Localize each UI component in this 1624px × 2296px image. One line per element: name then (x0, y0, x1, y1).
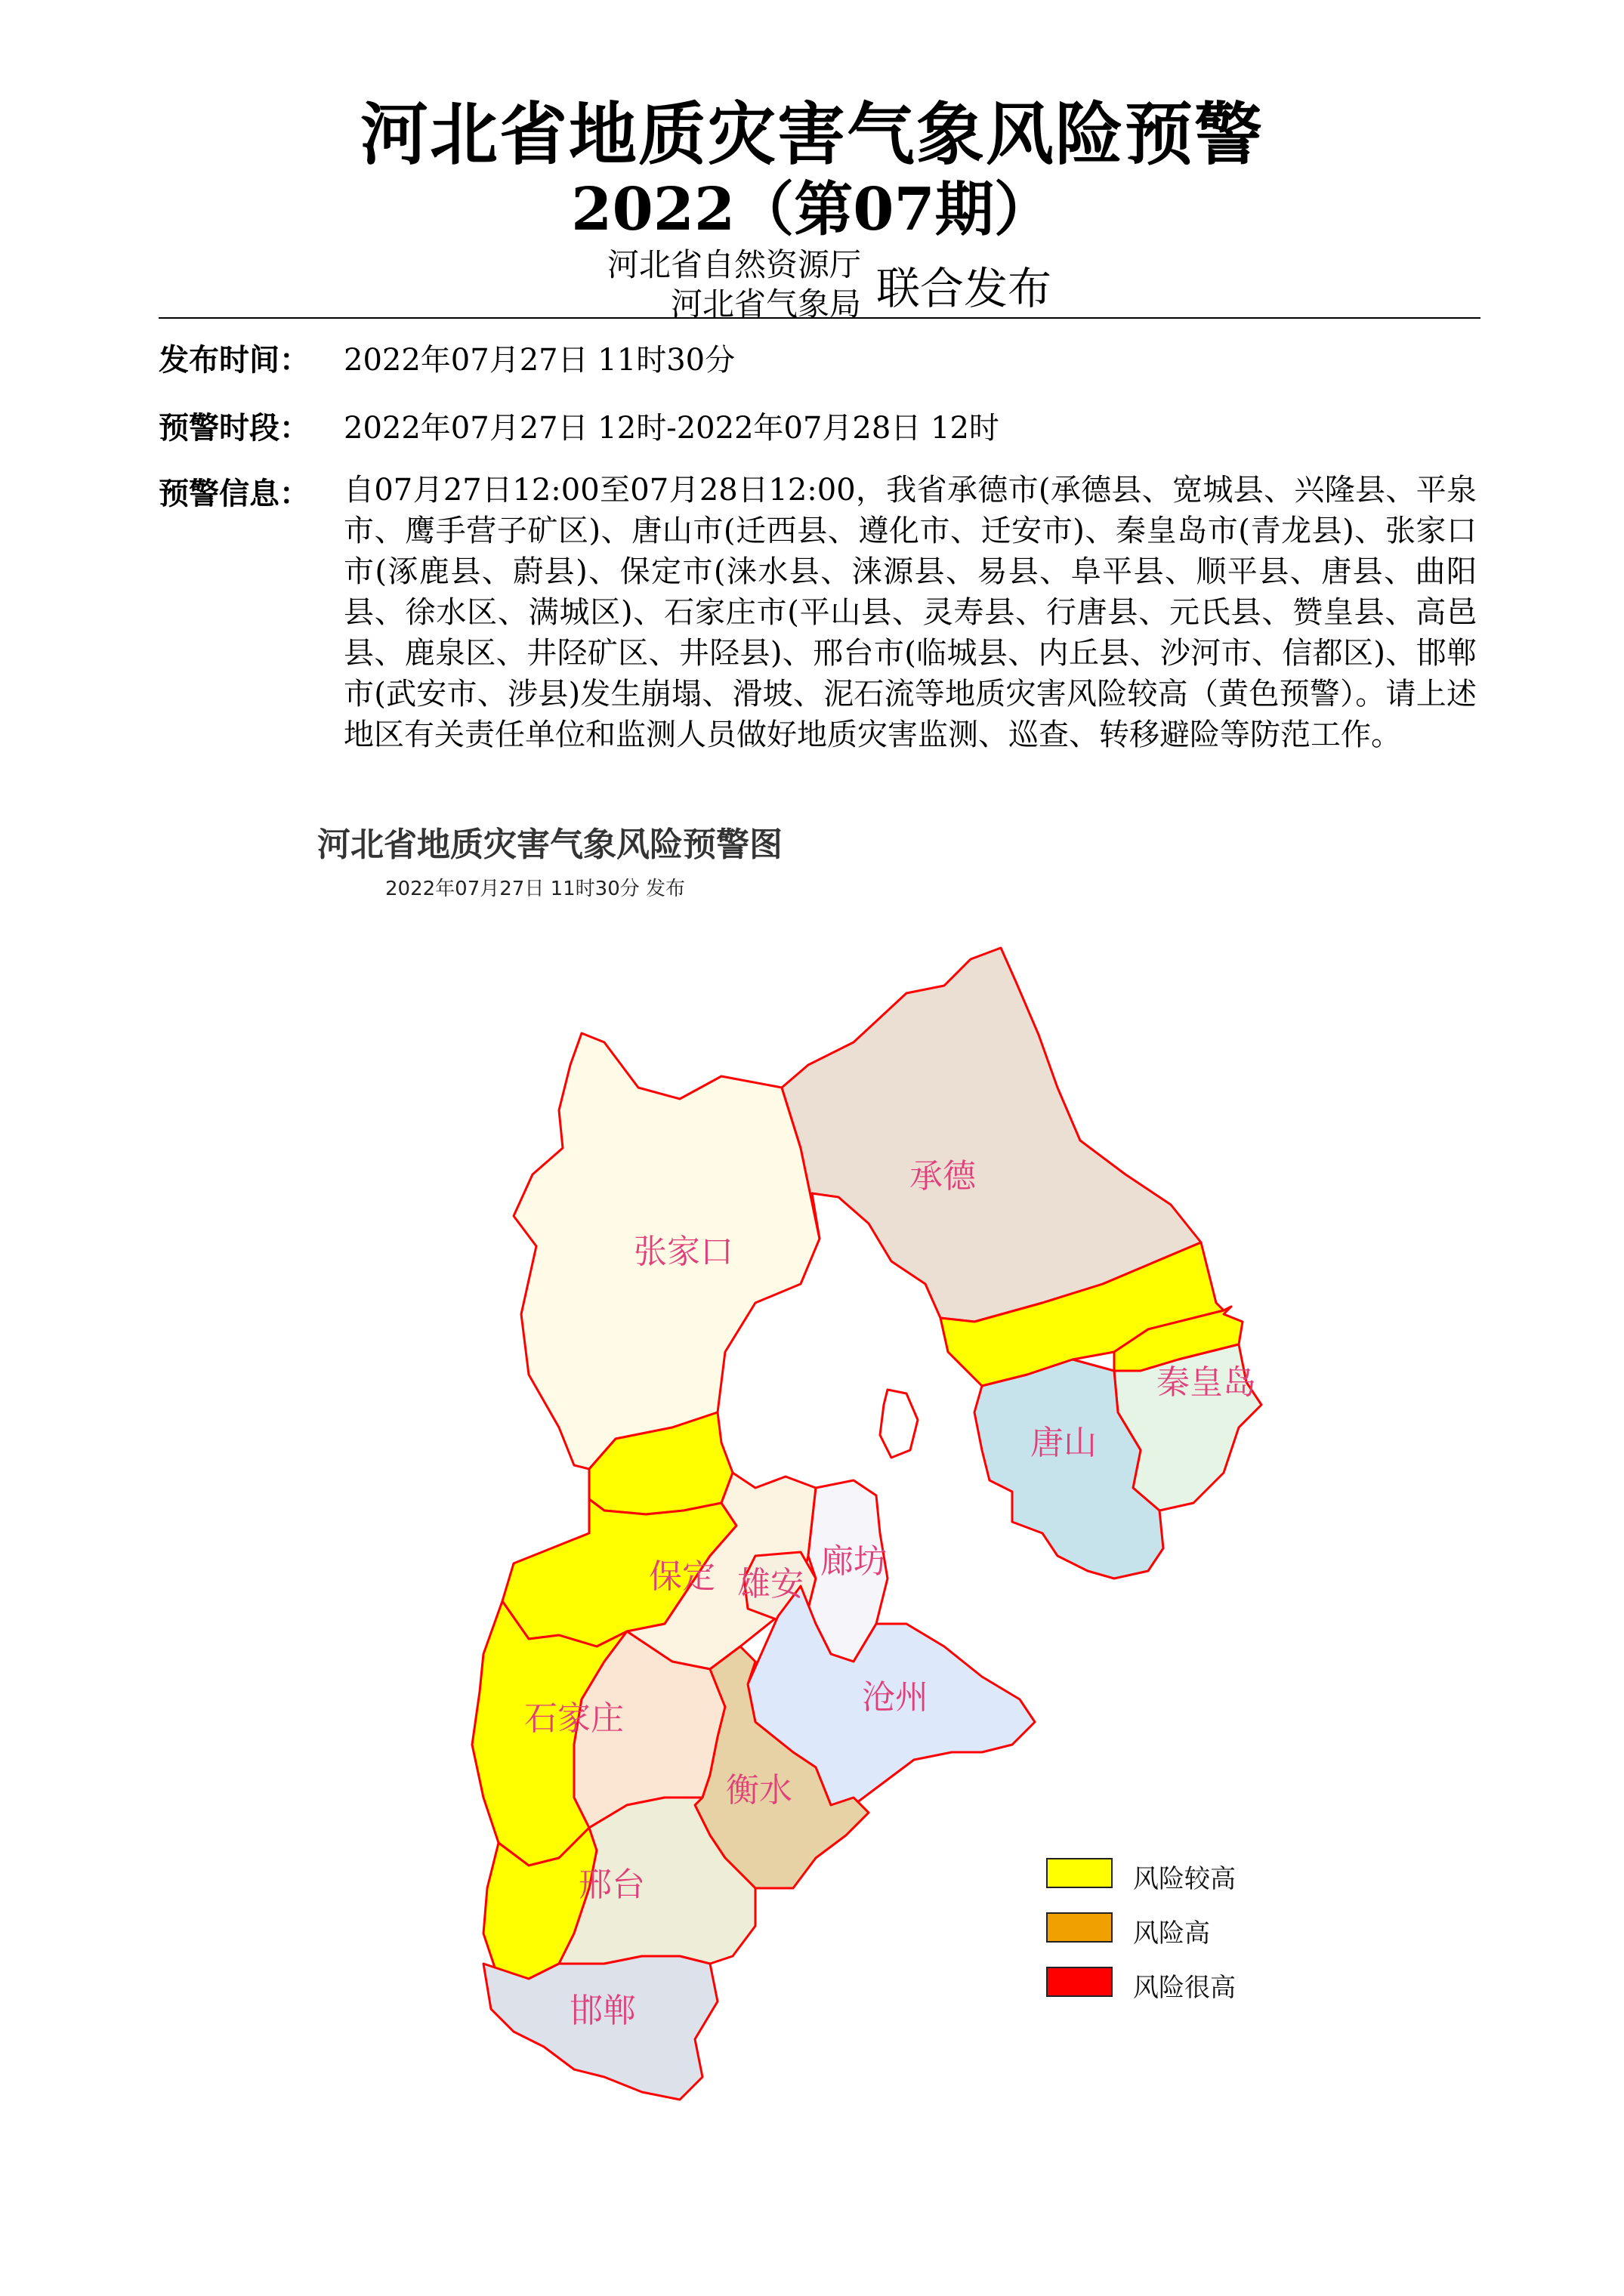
city-label-xiongan: 雄安 (737, 1565, 804, 1603)
region-chengde (782, 948, 1201, 1322)
city-label-qinhuangdao: 秦皇岛 (1156, 1363, 1256, 1402)
document-issue-number: 2022（第07期） (571, 175, 1053, 244)
legend-label-very-high-risk-red: 风险很高 (1133, 1973, 1236, 2003)
legend-swatch-very-high-risk-red (1046, 1967, 1113, 1997)
warning-period-label: 预警时段： (159, 411, 310, 446)
publish-time-value: 2022年07月27日 11时30分 (344, 343, 736, 378)
city-label-chengde: 承德 (909, 1157, 976, 1196)
city-label-tangshan: 唐山 (1030, 1424, 1097, 1462)
legend-label-high-risk-orange: 风险高 (1133, 1918, 1210, 1949)
legend-swatch-high-risk-orange (1046, 1912, 1113, 1943)
city-label-xingtai: 邢台 (579, 1866, 645, 1904)
publish-time-label: 发布时间： (159, 343, 310, 378)
city-label-langfang: 廊坊 (820, 1542, 887, 1581)
map-title: 河北省地质灾害气象风险预警图 (317, 826, 783, 864)
city-label-baoding: 保定 (649, 1557, 715, 1596)
map-subtitle: 2022年07月27日 11时30分 发布 (385, 878, 686, 900)
city-label-hengshui: 衡水 (726, 1771, 792, 1810)
issuer-natural-resources: 河北省自然资源厅 (607, 246, 861, 283)
issuer-meteorological: 河北省气象局 (670, 285, 861, 322)
legend-label-high-risk-yellow: 风险较高 (1133, 1864, 1236, 1894)
city-label-zhangjiakou: 张家口 (634, 1233, 733, 1271)
legend-swatch-high-risk-yellow (1046, 1858, 1113, 1888)
city-label-handan: 邯郸 (570, 1992, 636, 2030)
region-unshaded-island (880, 1390, 918, 1458)
document-title: 河北省地质灾害气象风险预警 (360, 95, 1264, 174)
city-label-cangzhou: 沧州 (862, 1678, 928, 1717)
joint-release-label: 联合发布 (876, 263, 1052, 314)
warning-info-label: 预警信息： (159, 477, 310, 511)
warning-period-value: 2022年07月27日 12时-2022年07月28日 12时 (344, 411, 999, 446)
city-label-shijiazhuang: 石家庄 (524, 1699, 624, 1738)
warning-info-text: 自07月27日12:00至07月28日12:00，我省承德市(承德县、宽城县、兴隆县、平泉市、鹰手营子矿区)、唐山市(迁西县、遵化市、迁安市)、秦皇岛市(青龙县)、张家口市(涿鹿县、蔚县)、保定市(涞水县、涞源县、易县、阜平县、顺平县、唐县、曲阳县、徐水区、满城区)、石家庄市(平山县、灵寿县、行唐县、元氏县、赞皇县、高邑县、鹿泉区、井陉矿区、井陉县)、邢台市(临城县、内丘县、沙河市、信都区)、邯郸市(武安市、涉县)发生崩塌、滑坡、泥石流等地质灾害风险较高（黄色预警）。请上述地区有关责任单位和监测人员做好地质灾害监测、巡查、转移避险等防范工作。 (344, 473, 1477, 752)
